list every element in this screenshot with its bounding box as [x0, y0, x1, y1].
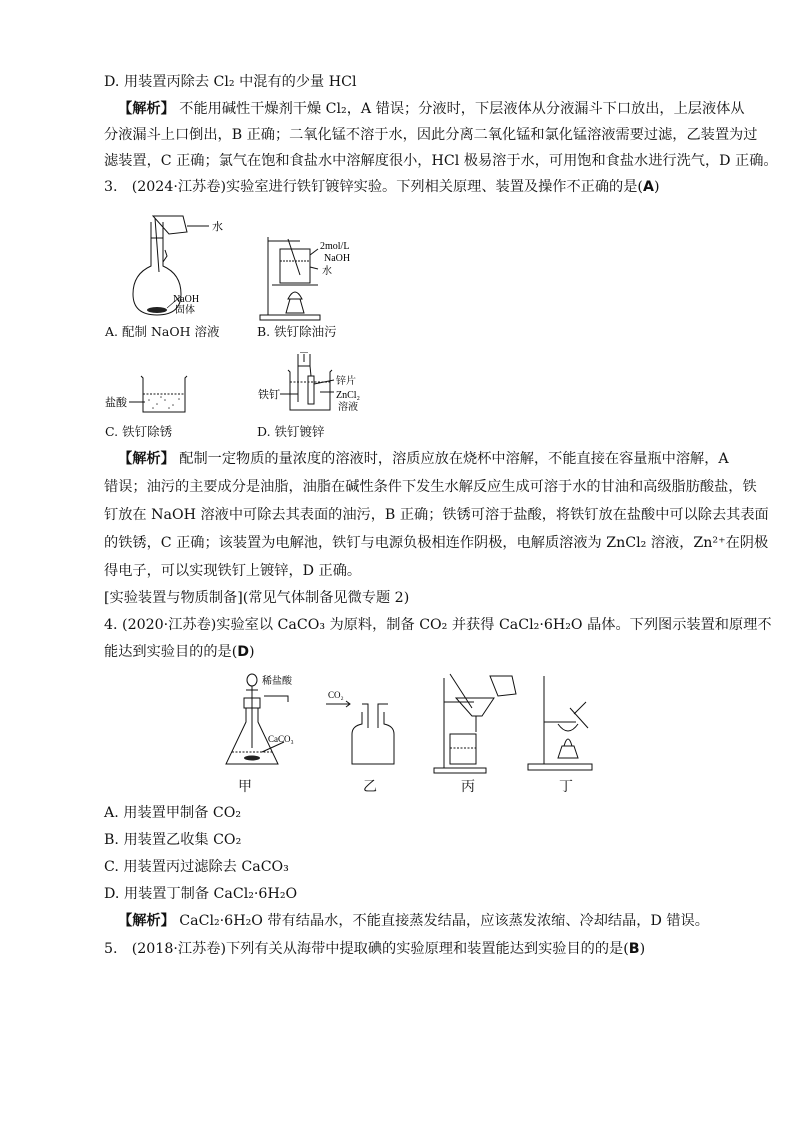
label-solid: 固体	[175, 305, 195, 316]
question-5-stem	[104, 939, 645, 959]
label-water: 水	[212, 221, 223, 233]
question-3-answer: A	[642, 179, 654, 195]
label-solution: 溶液	[338, 402, 358, 413]
caption-yi: 乙	[363, 779, 377, 795]
analysis-text: 配制一定物质的量浓度的溶液时，溶质应放在烧杯中溶解，不能直接在容量瓶中溶解，A	[174, 451, 729, 467]
analysis-tag: 【解析】	[118, 101, 175, 117]
analysis-q4	[118, 911, 709, 931]
figure-q3-d	[258, 352, 368, 418]
volumetric-flask-diagram	[125, 212, 235, 320]
caption-jia: 甲	[238, 779, 252, 795]
label-caco3: CaCO₃	[268, 734, 294, 744]
analysis-tag: 【解析】	[118, 451, 175, 467]
question-4-stem-1: 4. (2020·江苏卷)实验室以 CaCO₃ 为原料，制备 CO₂ 并获得 CaCl₂·6H₂O 晶体。下列图示装置和原理不	[104, 617, 772, 633]
figure-q3-b	[258, 235, 368, 323]
analysis-text: 不能用碱性干燥剂干燥 Cl₂，A 错误；分液时，下层液体从分液漏斗下口放出，上层液体从	[174, 101, 745, 117]
option-c: C. 用装置丙过滤除去 CaCO₃	[104, 859, 289, 875]
figure-q4	[222, 668, 612, 798]
question-5-text: 5. (2018·江苏卷)下列有关从海带中提取碘的实验原理和装置能达到实验目的的是(	[104, 941, 629, 957]
label-nail: 铁钉	[258, 389, 280, 401]
q4-apparatus-diagram	[222, 668, 612, 798]
option-a: A. 用装置甲制备 CO₂	[104, 805, 242, 821]
label-zncl2: ZnCl₂	[336, 390, 361, 401]
option-d-line: D. 用装置丙除去 Cl₂ 中混有的少量 HCl	[104, 74, 357, 90]
label-zinc: 锌片	[336, 376, 356, 387]
question-4-text: 能达到实验目的的是(	[104, 644, 238, 660]
question-3-paren: )	[653, 179, 660, 195]
caption-ding: 丁	[559, 779, 573, 795]
analysis-q3-line-1	[118, 449, 729, 469]
figure-q3-a	[125, 212, 235, 320]
analysis-line-1	[118, 99, 745, 119]
label-water-b: 水	[322, 266, 332, 277]
degreasing-apparatus-diagram	[258, 235, 368, 323]
figure-q3-c	[105, 372, 195, 418]
label-conc: 2mol/L	[320, 241, 350, 252]
analysis-line-2: 分液漏斗上口倒出，B 正确；二氧化锰不溶于水，因此分离二氧化锰和氯化锰溶液需要过滤，乙装置为过	[104, 127, 758, 143]
analysis-line-3: 滤装置，C 正确；氯气在饱和食盐水中溶解度很小，HCl 极易溶于水，可用饱和食盐水进行洗气，D 正确。	[104, 153, 778, 169]
question-4-paren: )	[249, 644, 255, 660]
analysis-q3-line-2: 错误；油污的主要成分是油脂，油脂在碱性条件下发生水解反应生成可溶于水的甘油和高级脂肪酸盐，铁	[104, 479, 757, 495]
question-5-paren: )	[639, 941, 646, 957]
label-naoh-b: NaOH	[324, 253, 351, 264]
rust-removal-beaker-diagram	[105, 372, 195, 418]
label-co2: CO₂	[328, 690, 344, 700]
option-b: B. 用装置乙收集 CO₂	[104, 832, 242, 848]
analysis-q3-line-3: 钉放在 NaOH 溶液中可除去其表面的油污，B 正确；铁锈可溶于盐酸，将铁钉放在盐酸中可以除去其表面	[104, 507, 769, 523]
analysis-q3-line-4: 的铁锈，C 正确；该装置为电解池，铁钉与电源负极相连作阴极，电解质溶液为 ZnCl₂ 溶液，Zn²⁺在阴极	[104, 535, 769, 551]
analysis-text: CaCl₂·6H₂O 带有结晶水，不能直接蒸发结晶，应该蒸发浓缩、冷却结晶，D 错误。	[174, 913, 709, 929]
label-naoh: NaOH	[173, 294, 200, 305]
label-dilute-hcl: 稀盐酸	[262, 676, 292, 687]
question-5-answer: B	[628, 941, 640, 957]
caption-q3-b: B. 铁钉除油污	[257, 324, 337, 339]
question-4-answer: D	[237, 644, 250, 660]
analysis-tag: 【解析】	[118, 913, 175, 929]
caption-q3-d: D. 铁钉镀锌	[257, 424, 325, 439]
question-3-stem	[104, 177, 659, 197]
section-heading: [实验装置与物质制备](常见气体制备见微专题 2)	[104, 590, 410, 606]
label-hcl: 盐酸	[105, 397, 127, 409]
zinc-plating-cell-diagram	[258, 352, 368, 418]
question-4-stem-2	[104, 642, 255, 662]
caption-bing: 丙	[461, 779, 475, 795]
analysis-q3-line-5: 得电子，可以实现铁钉上镀锌，D 正确。	[104, 563, 362, 579]
caption-q3-c: C. 铁钉除锈	[105, 424, 173, 439]
question-3-text: 3. (2024·江苏卷)实验室进行铁钉镀锌实验。下列相关原理、装置及操作不正确的是(	[104, 179, 643, 195]
option-d: D. 用装置丁制备 CaCl₂·6H₂O	[104, 886, 298, 902]
caption-q3-a: A. 配制 NaOH 溶液	[105, 324, 220, 339]
